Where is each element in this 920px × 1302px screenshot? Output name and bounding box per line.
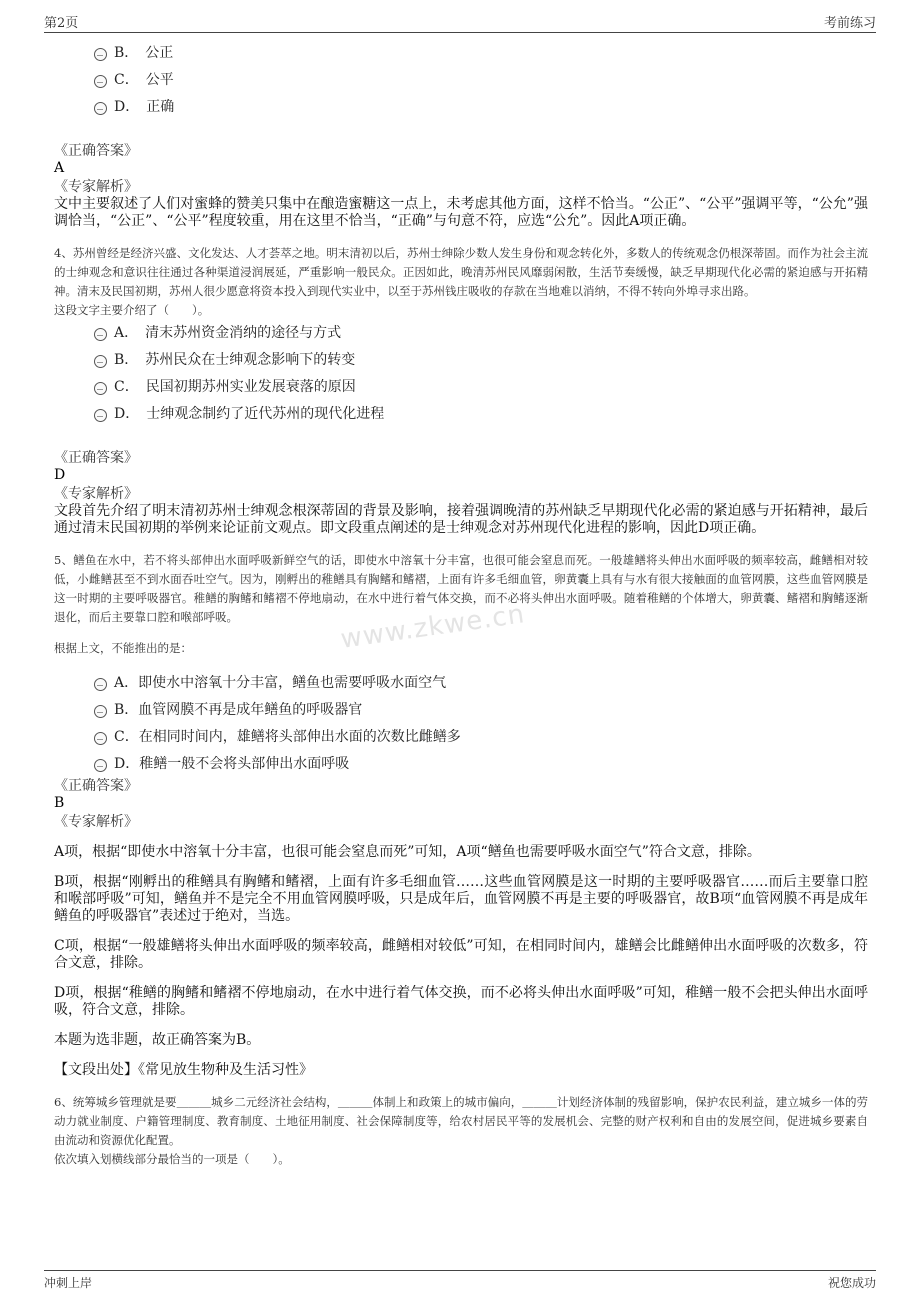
radio-icon[interactable]: [94, 705, 107, 718]
answer-value: B: [54, 795, 65, 811]
answer-value: A: [54, 160, 65, 176]
question-4-text: 4、苏州曾经是经济兴盛、文化发达、人才荟萃之地。明末清初以后，苏州士绅除少数人发生身份和观念转化外，多数人的传统观念仍根深蒂固。而作为社会主流的士绅观念和意识往往通过各种渠道浸润展延，严重影响一般民众。正因如此，晚清苏州民风靡弱闲散，生活节奏缓慢，缺乏早期现代化必需的紧迫感与开拓精神。清末及民国初期，苏州人很少愿意将资本投入到现代实业中，以至于苏州钱庄吸收的存款在当地难以消纳，不得不转向外埠寻求出路。: [54, 246, 868, 298]
analysis-d: D项，根据“稚鳝的胸鳍和鳍褶不停地扇动，在水中进行着气体交换，而不必将头伸出水面呼吸”可知，稚鳝一般不会把头伸出水面呼吸，符合文意，排除。: [54, 985, 868, 1018]
option-b[interactable]: B． 公正: [54, 40, 868, 67]
answer-label: 《正确答案》: [54, 143, 138, 159]
radio-icon[interactable]: [94, 328, 107, 341]
option-c[interactable]: C．在相同时间内，雄鳝将头部伸出水面的次数比雌鳝多: [54, 724, 868, 751]
analysis-b: B项，根据“刚孵出的稚鳝具有胸鳍和鳍褶，上面有许多毛细血管……这些血管网膜是这一时期的主要呼吸器官……而后主要靠口腔和喉部呼吸”可知，鳝鱼并不是完全不用血管网膜呼吸，只是成年后，血管网膜不再是主要的呼吸器官，故B项“血管网膜不再是成年鳝鱼的呼吸器官”表述过于绝对，当选。: [54, 874, 868, 924]
question-4-prompt: 这段文字主要介绍了（ ）。: [54, 303, 210, 317]
analysis-label: 《专家解析》: [54, 814, 138, 830]
footer-right: 祝您成功: [827, 1275, 876, 1290]
radio-icon[interactable]: [94, 75, 107, 88]
conclusion: 本题为选非题，故正确答案为B。: [54, 1032, 261, 1048]
option-d[interactable]: D． 正确: [54, 94, 868, 121]
radio-icon[interactable]: [94, 48, 107, 61]
radio-icon[interactable]: [94, 759, 107, 772]
option-d[interactable]: D．稚鳝一般不会将头部伸出水面呼吸: [54, 751, 868, 778]
option-a[interactable]: A．即使水中溶氧十分丰富，鳝鱼也需要呼吸水面空气: [54, 670, 868, 697]
page-footer: [44, 1270, 876, 1293]
q3-options: [54, 40, 868, 121]
watermark: www.zkwe.cn: [338, 599, 527, 655]
document-body: [54, 40, 868, 1169]
radio-icon[interactable]: [94, 732, 107, 745]
question-5-text: 5、鳝鱼在水中，若不将头部伸出水面呼吸新鲜空气的话，即使水中溶氧十分丰富，也很可能会窒息而死。一般雄鳝将头伸出水面呼吸的频率较高，雌鳝相对较低，小雌鳝甚至不到水面吞吐空气。因为，刚孵出的稚鳝具有胸鳍和鳍褶，上面有许多毛细血管，卵黄囊上具有与水有很大接触面的血管网膜，这些血管网膜是这一时期的主要呼吸器官。稚鳝的胸鳍和鳍褶不停地扇动，在水中进行着气体交换，而不必将头伸出水面呼吸。随着稚鳝的个体增大，卵黄囊、鳍褶和胸鳍逐渐退化，而后主要靠口腔和喉部呼吸。: [54, 553, 868, 624]
radio-icon[interactable]: [94, 355, 107, 368]
footer-left: 冲刺上岸: [44, 1275, 93, 1290]
analysis-c: C项，根据“一般雄鳝将头伸出水面呼吸的频率较高，雌鳝相对较低”可知，在相同时间内，雄鳝会比雌鳝伸出水面呼吸的次数多，符合文意，排除。: [54, 938, 868, 971]
radio-icon[interactable]: [94, 678, 107, 691]
q4-options: [54, 320, 868, 428]
question-6-text: 6、统筹城乡管理就是要＿＿＿城乡二元经济社会结构，＿＿＿体制上和政策上的城市偏向，＿＿＿计划经济体制的残留影响，保护农民利益，建立城乡一体的劳动力就业制度、户籍管理制度、教育制度、土地征用制度、社会保障制度等，给农村居民平等的发展机会、完整的财产权利和自由的发展空间，促进城乡要素自由流动和资源优化配置。: [54, 1095, 868, 1147]
radio-icon[interactable]: [94, 382, 107, 395]
question-5-prompt: 根据上文，不能推出的是：: [54, 641, 192, 655]
option-d[interactable]: D． 士绅观念制约了近代苏州的现代化进程: [54, 401, 868, 428]
radio-icon[interactable]: [94, 102, 107, 115]
answer-value: D: [54, 467, 66, 483]
answer-label: 《正确答案》: [54, 450, 138, 466]
analysis-label: 《专家解析》: [54, 179, 138, 195]
page-header: [44, 10, 876, 33]
source-citation: 【文段出处】《常见放生物种及生活习性》: [54, 1062, 313, 1078]
radio-icon[interactable]: [94, 409, 107, 422]
analysis-text: 文段首先介绍了明末清初苏州士绅观念根深蒂固的背景及影响，接着强调晚清的苏州缺乏早期现代化必需的紧迫感与开拓精神，最后通过清末民国初期的举例来论证前文观点。即文段重点阐述的是士绅观念对苏州现代化进程的影响，因此D项正确。: [54, 503, 868, 536]
option-c[interactable]: C． 民国初期苏州实业发展衰落的原因: [54, 374, 868, 401]
header-title: 考前练习: [823, 15, 876, 31]
analysis-text: 文中主要叙述了人们对蜜蜂的赞美只集中在酿造蜜糖这一点上，未考虑其他方面，这样不恰当。“公正”、“公平”强调平等，“公允”强调恰当，“公正”、“公平”程度较重，用在这里不恰当，“正确”与句意不符，应选“公允”。因此A项正确。: [54, 196, 868, 229]
option-b[interactable]: B． 苏州民众在士绅观念影响下的转变: [54, 347, 868, 374]
question-6-prompt: 依次填入划横线部分最恰当的一项是（ ）。: [54, 1152, 290, 1166]
page-number: 第2页: [44, 15, 79, 31]
option-b[interactable]: B．血管网膜不再是成年鳝鱼的呼吸器官: [54, 697, 868, 724]
analysis-label: 《专家解析》: [54, 486, 138, 502]
analysis-a: A项，根据“即使水中溶氧十分丰富，也很可能会窒息而死”可知，A项“鳝鱼也需要呼吸水面空气”符合文意，排除。: [54, 844, 761, 860]
option-a[interactable]: A． 清末苏州资金消纳的途径与方式: [54, 320, 868, 347]
q5-options: [54, 670, 868, 778]
option-c[interactable]: C． 公平: [54, 67, 868, 94]
answer-label: 《正确答案》: [54, 778, 138, 794]
